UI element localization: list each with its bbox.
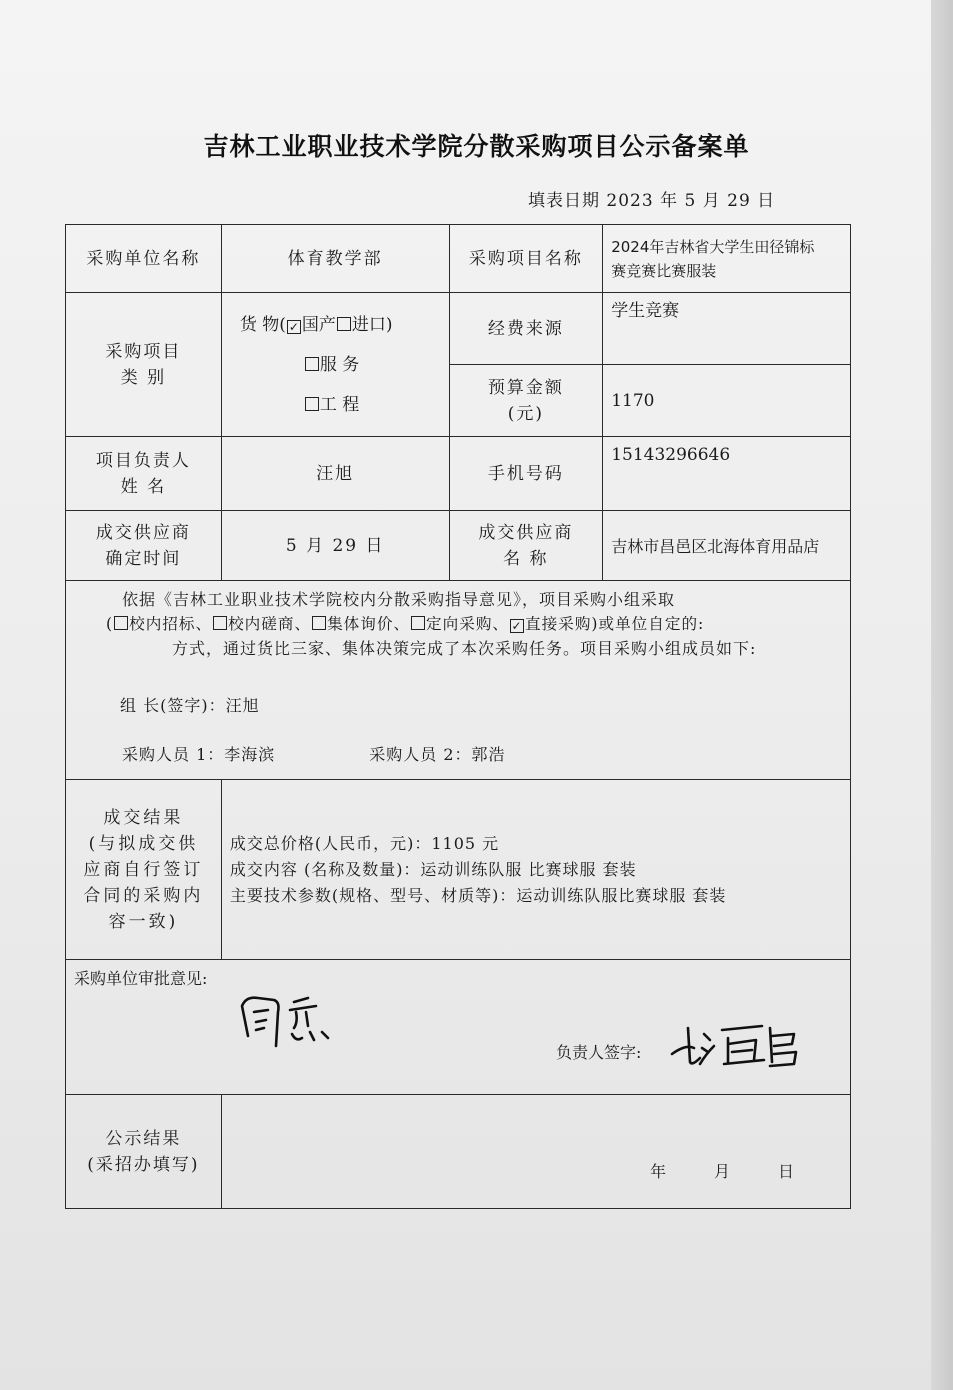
publicity-month: 月 [713, 1162, 730, 1181]
fill-date-month-unit: 月 [702, 191, 721, 211]
approval-cell [66, 960, 851, 1095]
category-label-line2: 类 别 [120, 367, 167, 388]
result-label-cell [66, 780, 222, 960]
fill-date-year-unit: 年 [660, 191, 679, 211]
result-label-line4: 合同的采购内 [83, 885, 204, 906]
budget-label-cell [449, 365, 603, 437]
group-leader: 组 长(签字)：汪旭 [120, 696, 260, 715]
result-total: 成交总价格(人民币，元)：1105 元 [229, 833, 500, 853]
campus-consult-label: 校内磋商、 [228, 615, 312, 633]
phone-label-cell [449, 437, 603, 511]
project-label-cell [449, 225, 603, 293]
fill-date-label: 填表日期 [528, 191, 600, 211]
manager-label-cell [66, 437, 222, 511]
unit-label: 采购单位名称 [86, 248, 201, 269]
row-category-funding [66, 293, 851, 365]
direct-purchase-checkbox[interactable]: ✓ [511, 619, 523, 633]
project-value-cell [603, 225, 851, 293]
goods-option [240, 305, 441, 345]
manager-label-line2: 姓 名 [120, 476, 167, 497]
budget-value-cell [603, 365, 851, 437]
manager-label-line1: 项目负责人 [95, 450, 191, 471]
supplier-time-value: 5 月 29 日 [285, 535, 385, 556]
fill-date-month: 5 [684, 191, 697, 211]
supplier-name-label-line1: 成交供应商 [478, 522, 574, 543]
result-details-cell [221, 780, 850, 960]
supplier-time-label-line1: 成交供应商 [95, 522, 191, 543]
row-publicity [66, 1095, 851, 1209]
funding-value-cell [603, 293, 851, 365]
supplier-name-label-line2: 名 称 [503, 548, 549, 569]
unit-value-cell [221, 225, 449, 293]
member2: 采购人员 2：郭浩 [369, 745, 506, 764]
publicity-day: 日 [777, 1162, 794, 1181]
result-label-line1: 成交结果 [103, 807, 184, 828]
budget-label-line1: 预算金额 [487, 377, 564, 398]
domestic-checkbox[interactable]: ✓ [288, 319, 299, 334]
domestic-label: 国产 [301, 314, 336, 335]
supplier-name-label-cell [449, 511, 603, 581]
supplier-time-label-line2: 确定时间 [105, 548, 182, 569]
row-basis [66, 581, 851, 780]
publicity-label-line2: (采招办填写) [87, 1154, 200, 1175]
direct-purchase-label: 直接采购)或单位自定的: [525, 615, 705, 633]
publicity-value-cell [221, 1095, 850, 1209]
service-label: 服 务 [319, 354, 360, 375]
service-option [240, 345, 441, 385]
engineering-label: 工 程 [319, 394, 360, 415]
manager-value-cell [221, 437, 449, 511]
approval-label: 采购单位审批意见: [74, 969, 208, 988]
funding-label-cell [449, 293, 603, 365]
paper-stack-edge [931, 0, 953, 1390]
category-label-line1: 采购项目 [105, 341, 182, 362]
project-label: 采购项目名称 [468, 248, 583, 269]
result-label-line2: (与拟成交供 [88, 833, 199, 854]
import-label: 进口) [351, 314, 393, 335]
group-inquiry-checkbox[interactable] [312, 616, 326, 630]
result-label-line3: 应商自行签订 [83, 859, 204, 880]
publicity-label-line1: 公示结果 [105, 1128, 182, 1149]
filing-form-table [65, 224, 851, 1209]
campus-tender-label: 校内招标、 [129, 615, 213, 633]
budget-label-line2: (元) [507, 403, 544, 424]
member1: 采购人员 1：李海滨 [122, 745, 276, 764]
directed-purchase-checkbox[interactable] [411, 616, 425, 630]
fill-date [528, 186, 775, 211]
fill-date-day: 29 [727, 191, 751, 211]
result-label-line5: 容一致) [108, 911, 179, 932]
result-params: 主要技术参数(规格、型号、材质等)：运动训练队服比赛球服 套装 [229, 885, 727, 905]
campus-tender-checkbox[interactable] [114, 616, 128, 630]
publicity-year: 年 [649, 1162, 666, 1181]
basis-cell [66, 581, 851, 780]
members-line [122, 742, 906, 765]
group-inquiry-label: 集体询价、 [327, 615, 411, 633]
approval-handwriting-agree [236, 988, 346, 1050]
supplier-name-value: 吉林市昌邑区北海体育用品店 [611, 537, 820, 556]
engineering-option [240, 385, 441, 425]
document-title: 吉林工业职业技术学院分散采购项目公示备案单 [203, 132, 750, 161]
funding-label: 经费来源 [487, 318, 564, 339]
signer-label: 负责人签字: [556, 1043, 642, 1062]
service-checkbox[interactable] [305, 357, 319, 371]
project-value-line1: 2024年吉林省大学生田径锦标 [611, 237, 815, 256]
row-supplier [66, 511, 851, 581]
phone-value-cell [603, 437, 851, 511]
basis-open-paren: ( [106, 615, 114, 633]
fill-date-day-unit: 日 [757, 191, 776, 211]
goods-label: 货 物( [239, 314, 286, 335]
row-result [66, 780, 851, 960]
directed-purchase-label: 定向采购、 [426, 615, 510, 633]
row-approval [66, 960, 851, 1095]
campus-consult-checkbox[interactable] [213, 616, 227, 630]
engineering-checkbox[interactable] [305, 397, 319, 411]
unit-value: 体育教学部 [287, 248, 383, 269]
publicity-label-cell [66, 1095, 222, 1209]
result-content: 成交内容 (名称及数量)：运动训练队服 比赛球服 套装 [229, 859, 637, 879]
manager-name: 汪旭 [316, 463, 355, 484]
category-label-cell [66, 293, 222, 437]
signature-leader [666, 1014, 806, 1070]
row-unit-project [66, 225, 851, 293]
project-value-line2: 赛竞赛比赛服装 [611, 261, 717, 280]
supplier-name-value-cell [603, 511, 851, 581]
supplier-time-label-cell [66, 511, 222, 581]
basis-line2 [106, 612, 890, 634]
unit-label-cell [66, 225, 222, 293]
basis-line3: 方式，通过货比三家、集体决策完成了本次采购任务。项目采购小组成员如下: [172, 639, 757, 658]
budget-value: 1170 [611, 390, 655, 411]
phone-label: 手机号码 [487, 463, 564, 484]
fill-date-year: 2023 [606, 191, 654, 211]
phone-value: 15143296646 [611, 445, 731, 465]
funding-value: 学生竞赛 [611, 301, 680, 321]
import-checkbox[interactable] [337, 317, 351, 331]
basis-line1: 依据《吉林工业职业技术学院校内分散采购指导意见》，项目采购小组采取 [122, 590, 676, 609]
supplier-time-value-cell [221, 511, 449, 581]
row-manager [66, 437, 851, 511]
category-options-cell [221, 293, 449, 437]
